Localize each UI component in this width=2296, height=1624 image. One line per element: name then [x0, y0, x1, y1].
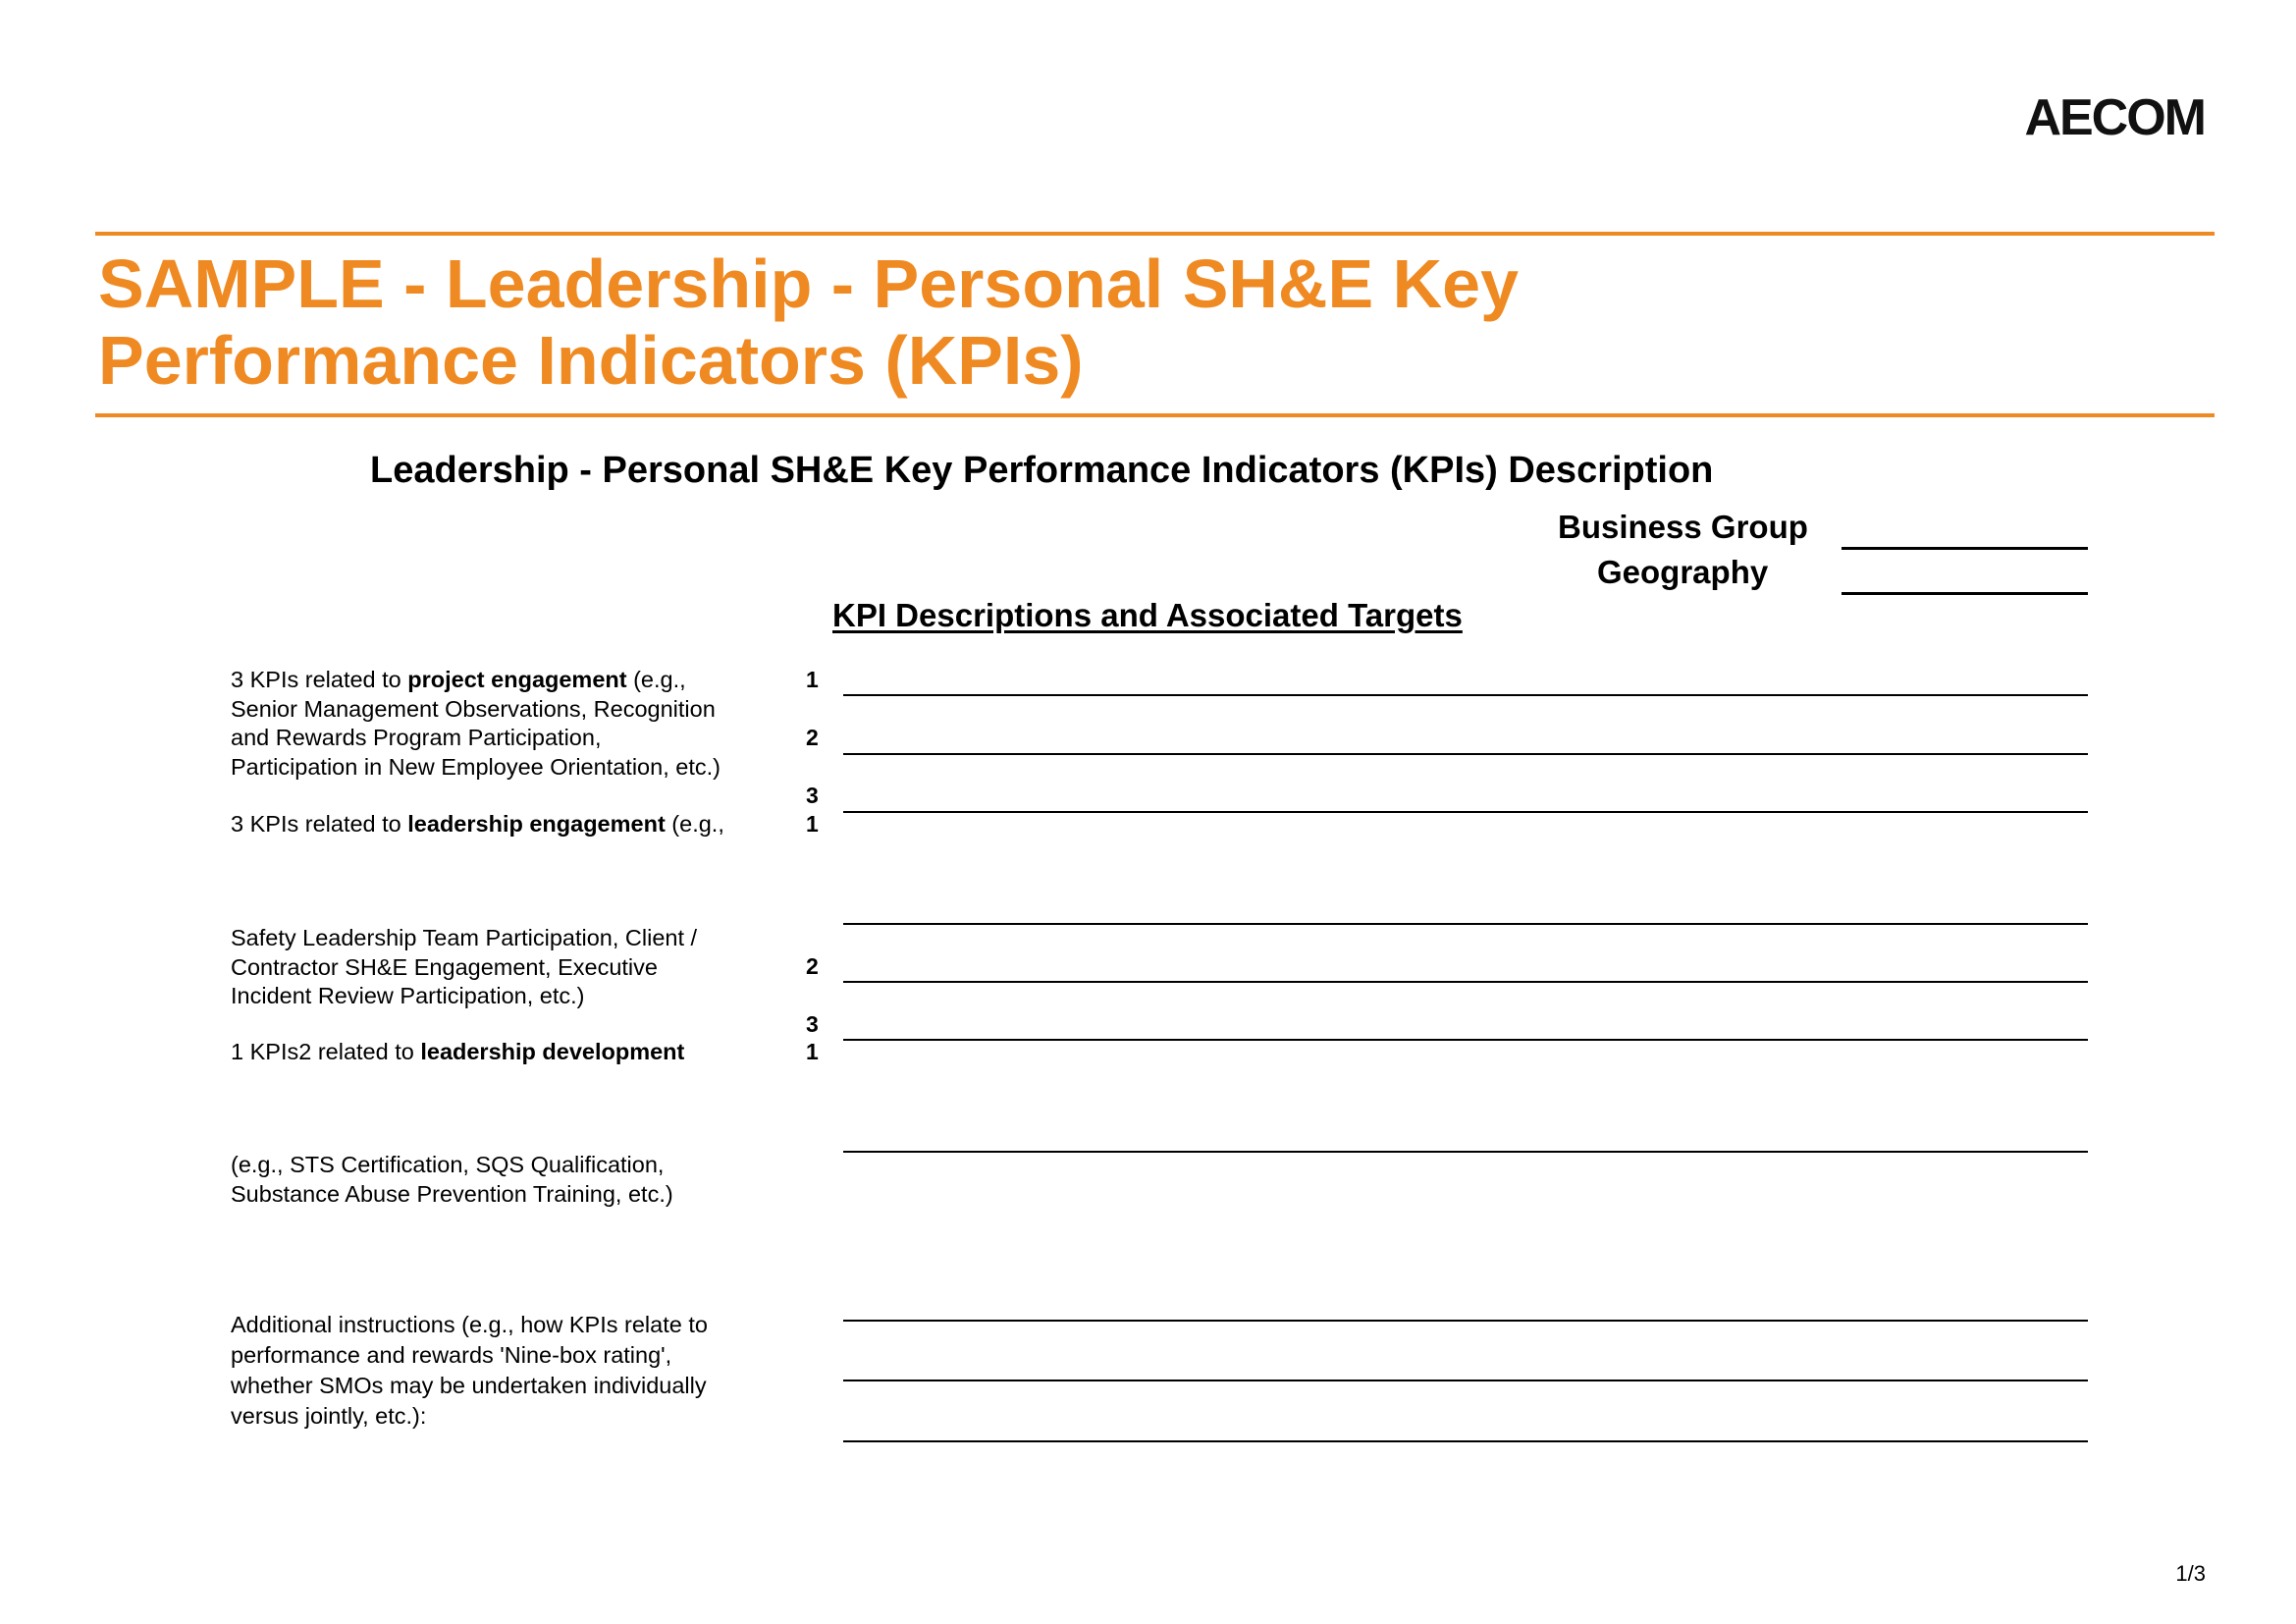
title-bottom-rule — [95, 413, 2215, 417]
page-number: 1/3 — [2175, 1561, 2206, 1586]
project-engagement-line-3: and Rewards Program Participation, — [231, 725, 602, 750]
leadership-development-line-2: (e.g., STS Certification, SQS Qualification, — [231, 1152, 665, 1177]
geography-field[interactable] — [1842, 592, 2088, 595]
additional-instructions-field-3[interactable] — [843, 1440, 2088, 1442]
project-engagement-description — [231, 666, 780, 782]
leadership-kpi-3-field[interactable] — [843, 1039, 2088, 1041]
additional-instructions-line-1: Additional instructions (e.g., how KPIs relate to — [231, 1312, 708, 1337]
project-kpi-3-field[interactable] — [843, 811, 2088, 813]
leadership-engagement-line-3: Contractor SH&E Engagement, Executive — [231, 953, 658, 980]
project-engagement-line-1: 3 KPIs related to project engagement (e.g., — [231, 667, 686, 692]
geography-label: Geography — [1597, 554, 1769, 590]
leadership-kpi-number-2: 2 — [806, 953, 819, 979]
leadership-kpi-2-field[interactable] — [843, 981, 2088, 983]
page-title-line-1: SAMPLE - Leadership - Personal SH&E Key — [98, 245, 1520, 322]
additional-instructions-line-4: versus jointly, etc.): — [231, 1403, 427, 1429]
page-title-line-2: Performance Indicators (KPIs) — [98, 322, 1084, 399]
kpi-section-heading: KPI Descriptions and Associated Targets — [832, 597, 1463, 633]
leadership-development-line-3: Substance Abuse Prevention Training, etc.) — [231, 1180, 673, 1207]
title-top-rule — [95, 232, 2215, 236]
business-group-label: Business Group — [1558, 509, 1808, 545]
leadership-engagement-description — [231, 924, 780, 1011]
project-kpi-number-2: 2 — [806, 725, 819, 750]
project-kpi-2-field[interactable] — [843, 753, 2088, 755]
leadership-engagement-line-4: Incident Review Participation, etc.) — [231, 983, 585, 1008]
aecom-logo: AECOM — [2024, 89, 2205, 146]
project-kpi-1-field[interactable] — [843, 694, 2088, 696]
additional-instructions-field-1[interactable] — [843, 1320, 2088, 1322]
business-group-field[interactable] — [1842, 547, 2088, 550]
development-kpi-1-field[interactable] — [843, 1151, 2088, 1153]
additional-instructions — [231, 1310, 780, 1432]
leadership-development-line-1: 1 KPIs2 related to leadership development — [231, 1039, 685, 1064]
additional-instructions-line-3: whether SMOs may be undertaken individually — [231, 1373, 707, 1398]
leadership-engagement-line-2: Safety Leadership Team Participation, Client / — [231, 925, 698, 950]
leadership-kpi-1-field[interactable] — [843, 923, 2088, 925]
additional-instructions-line-2: performance and rewards 'Nine-box rating', — [231, 1342, 672, 1368]
project-kpi-number-1: 1 — [806, 667, 819, 692]
leadership-kpi-number-1: 1 — [806, 811, 819, 837]
additional-instructions-field-2[interactable] — [843, 1380, 2088, 1381]
form-subtitle: Leadership - Personal SH&E Key Performance Indicators (KPIs) Description — [370, 450, 1714, 491]
leadership-development-description-header — [231, 1038, 780, 1067]
development-kpi-number-1: 1 — [806, 1039, 819, 1064]
project-kpi-number-3: 3 — [806, 783, 819, 808]
page-title — [98, 245, 1963, 399]
leadership-kpi-number-3: 3 — [806, 1011, 819, 1037]
leadership-engagement-description-header — [231, 810, 780, 839]
project-engagement-line-4: Participation in New Employee Orientation, etc.) — [231, 753, 721, 780]
leadership-engagement-line-1: 3 KPIs related to leadership engagement (e.g., — [231, 811, 724, 837]
project-engagement-line-2: Senior Management Observations, Recognition — [231, 695, 716, 722]
leadership-development-description — [231, 1151, 780, 1209]
